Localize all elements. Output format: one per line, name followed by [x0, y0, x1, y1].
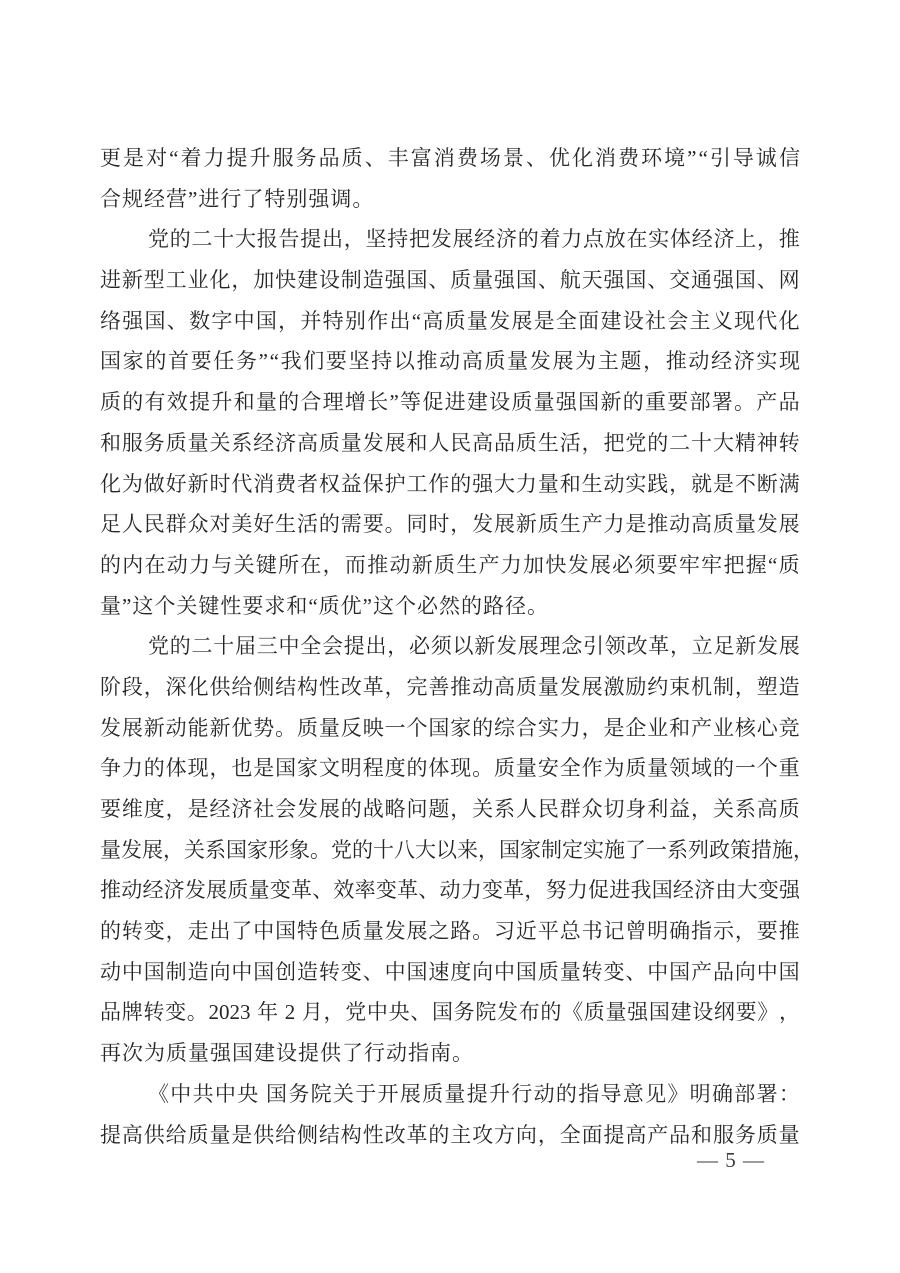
paragraph-20th-congress-line-2: 进 新 型 工 业 化 ， 加 快 建 设 制 造 强 国 、 质 量 强 国 、 航 天 强 国 、 交 通 强 国 、 网 [100, 268, 800, 293]
paragraph-20th-congress-line-7: 化 为 做 好 新 时 代 消 费 者 权 益 保 护 工 作 的 强 大 力 量 和 生 动 实 践 ， 就 是 不 断 满 [100, 471, 800, 496]
paragraph-continuation-line-1: 更 是 对 “ 着 力 提 升 服 务 品 质 、 丰 富 消 费 场 景 、 优 化 消 费 环 境 ” “ 引 导 诚 信 [100, 146, 800, 170]
paragraph-third-plenum-line-10: 品 牌 转 变 。 2023 年 2 月 ， 党 中 央 、 国 务 院 发 布 的 《 质 量 强 国 建 设 纲 要 》 ， [100, 1000, 800, 1025]
paragraph-20th-congress-line-9: 的 内 在 动 力 与 关 键 所 在 ， 而 推 动 新 质 生 产 力 加 快 发 展 必 须 要 牢 牢 把 握 “ 质 [100, 552, 800, 577]
paragraph-20th-congress-line-1: 党 的 二 十 大 报 告 提 出 ， 坚 持 把 发 展 经 济 的 着 力 点 放 在 实 体 经 济 上 ， 推 [148, 227, 800, 252]
paragraph-20th-congress-line-5: 质 的 有 效 提 升 和 量 的 合 理 增 长 ” 等 促 进 建 设 质 量 强 国 新 的 重 要 部 署 。 产 品 [100, 390, 800, 415]
paragraph-third-plenum-line-7: 推 动 经 济 发 展 质 量 变 革 、 效 率 变 革 、 动 力 变 革 ， 努 力 促 进 我 国 经 济 由 大 变 强 [100, 878, 800, 903]
paragraph-20th-congress-line-8: 足 人 民 群 众 对 美 好 生 活 的 需 要 。 同 时 ， 发 展 新 质 生 产 力 是 推 动 高 质 量 发 展 [100, 512, 800, 537]
paragraph-third-plenum-line-5: 要 维 度 ， 是 经 济 社 会 发 展 的 战 略 问 题 ， 关 系 人 民 群 众 切 身 利 益 ， 关 系 高 质 [100, 797, 800, 821]
page-footer [697, 1148, 765, 1173]
paragraph-20th-congress-line-3: 络 强 国 、 数 字 中 国 ， 并 特 别 作 出 “ 高 质 量 发 展 是 全 面 建 设 社 会 主 义 现 代 化 [100, 308, 800, 333]
paragraph-third-plenum-line-6: 量 发 展 ， 关 系 国 家 形 象 。 党 的 十 八 大 以 来 ， 国 家 制 定 实 施 了 一 系 列 政 策 措 施 ， [100, 837, 814, 862]
paragraph-third-plenum-line-9: 动 中 国 制 造 向 中 国 创 造 转 变 、 中 国 速 度 向 中 国 质 量 转 变 、 中 国 产 品 向 中 国 [100, 959, 800, 984]
paragraph-third-plenum-line-3: 发 展 新 动 能 新 优 势 。 质 量 反 映 一 个 国 家 的 综 合 实 力 ， 是 企 业 和 产 业 核 心 竞 [100, 715, 800, 740]
page-number: — 5 — [697, 1148, 765, 1172]
paragraph-third-plenum-line-11: 再 次 为 质 量 强 国 建 设 提 供 了 行 动 指 南 。 [100, 1041, 474, 1066]
paragraph-guiding-opinions-line-1: 《 中 共 中 央 国 务 院 关 于 开 展 质 量 提 升 行 动 的 指 导 意 见 》 明 确 部 署 ： [148, 1081, 800, 1106]
paragraph-20th-congress-line-4: 国 家 的 首 要 任 务 ” “ 我 们 要 坚 持 以 推 动 高 质 量 发 展 为 主 题 ， 推 动 经 济 实 现 [100, 349, 800, 374]
paragraph-guiding-opinions-line-2: 提 高 供 给 质 量 是 供 给 侧 结 构 性 改 革 的 主 攻 方 向 ， 全 面 提 高 产 品 和 服 务 质 量 [100, 1122, 800, 1147]
paragraph-20th-congress-line-10: 量 ” 这 个 关 键 性 要 求 和 “ 质 优 ” 这 个 必 然 的 路 径 。 [100, 593, 549, 618]
paragraph-continuation-line-2: 合 规 经 营 ” 进 行 了 特 别 强 调 。 [100, 186, 375, 211]
paragraph-third-plenum-line-2: 阶 段 ， 深 化 供 给 侧 结 构 性 改 革 ， 完 善 推 动 高 质 量 发 展 激 励 约 束 机 制 ， 塑 造 [100, 674, 800, 699]
paragraph-20th-congress-line-6: 和 服 务 质 量 关 系 经 济 高 质 量 发 展 和 人 民 高 品 质 生 活 ， 把 党 的 二 十 大 精 神 转 [100, 430, 800, 455]
paragraph-third-plenum-line-1: 党 的 二 十 届 三 中 全 会 提 出 ， 必 须 以 新 发 展 理 念 引 领 改 革 ， 立 足 新 发 展 [148, 634, 800, 659]
paragraph-third-plenum-line-8: 的 转 变 ， 走 出 了 中 国 特 色 质 量 发 展 之 路 。 习 近 平 总 书 记 曾 明 确 指 示 ， 要 推 [100, 919, 800, 944]
paragraph-third-plenum-line-4: 争 力 的 体 现 ， 也 是 国 家 文 明 程 度 的 体 现 。 质 量 安 全 作 为 质 量 领 域 的 一 个 重 [100, 756, 800, 781]
body-text [100, 143, 814, 1160]
